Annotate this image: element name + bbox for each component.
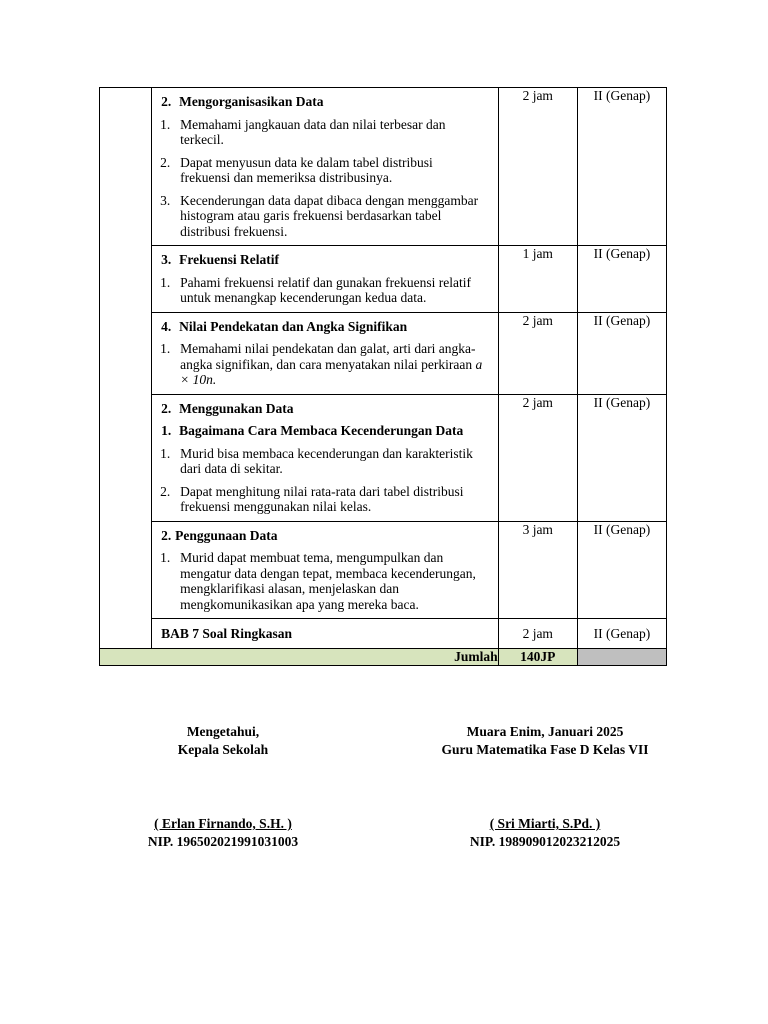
teacher-name: ( Sri Miarti, S.Pd. ): [489, 816, 601, 831]
table-row: [100, 246, 667, 313]
semester-cell: II (Genap): [577, 88, 666, 246]
list-item: 2. Dapat menghitung nilai rata-rata dari tabel distribusi frekuensi menggunakan nilai kelas.: [160, 483, 464, 514]
topic-heading: 2. Mengorganisasikan Data: [161, 94, 324, 109]
signature-left-block: [123, 723, 323, 759]
duration-cell: 1 jam: [498, 246, 577, 313]
principal-nip: NIP. 196502021991031003: [147, 834, 299, 849]
list-item: 1. Pahami frekuensi relatif dan gunakan frekuensi relatif untuk menangkap kecenderungan kedua data.: [160, 274, 471, 305]
topic-heading: BAB 7 Soal Ringkasan: [161, 626, 292, 641]
summary-row: [100, 648, 667, 665]
semester-cell: II (Genap): [577, 246, 666, 313]
semester-cell: II (Genap): [577, 619, 666, 649]
semester-cell: II (Genap): [577, 521, 666, 619]
list-item: 1. Murid bisa membaca kecenderungan dan karakteristik dari data di sekitar.: [160, 445, 473, 476]
duration-cell: 2 jam: [498, 619, 577, 649]
list-item: 1. Memahami nilai pendekatan dan galat, arti dari angka-angka signifikan, dan cara menyatakan nilai perkiraan a × 10n.: [160, 341, 483, 387]
topic-heading: 2. Menggunakan Data: [161, 400, 294, 416]
teacher-title: Guru Matematika Fase D Kelas VII: [441, 742, 649, 757]
acknowledged-label: Mengetahui,: [186, 724, 260, 739]
table-row: [100, 394, 667, 521]
teacher-nip: NIP. 198909012023212025: [469, 834, 621, 849]
summary-blank-cell: [577, 648, 666, 665]
duration-cell: 3 jam: [498, 521, 577, 619]
list-item: 1. Memahami jangkauan data dan nilai terbesar dan terkecil.: [160, 116, 446, 147]
topic-heading: 3. Frekuensi Relatif: [161, 252, 279, 267]
principal-title: Kepala Sekolah: [177, 742, 269, 757]
summary-total: 140JP: [498, 648, 577, 665]
list-item: 1. Murid dapat membuat tema, mengumpulkan dan mengatur data dengan tepat, membaca kecenderungan, mengklarifikasi alasan, menjelaskan dan mengkomunikasikan apa yang mereka baca.: [160, 550, 476, 612]
topic-subheading: 1. Bagaimana Cara Membaca Kecenderungan Data: [161, 423, 464, 438]
semester-cell: II (Genap): [577, 312, 666, 394]
table-row: [100, 312, 667, 394]
table-row: [100, 521, 667, 619]
list-item: 2. Dapat menyusun data ke dalam tabel distribusi frekuensi dan memeriksa distribusinya.: [160, 154, 433, 185]
table-row: [100, 619, 667, 649]
semester-cell: II (Genap): [577, 394, 666, 521]
topic-heading: 2. Penggunaan Data: [161, 527, 278, 543]
duration-cell: 2 jam: [498, 394, 577, 521]
summary-label: Jumlah: [100, 648, 499, 665]
formula: a × 10n.: [180, 356, 483, 387]
principal-name: ( Erlan Firnando, S.H. ): [154, 816, 292, 831]
signature-right-block: [415, 723, 675, 759]
duration-cell: 2 jam: [498, 88, 577, 246]
blank-cell: [100, 88, 152, 649]
topic-heading: 4. Nilai Pendekatan dan Angka Signifikan: [161, 318, 408, 334]
table-row: [100, 88, 667, 246]
duration-cell: 2 jam: [498, 312, 577, 394]
signature-right-name-block: [415, 815, 675, 851]
list-item: 3. Kecenderungan data dapat dibaca dengan menggambar histogram atau garis frekuensi berdasarkan tabel distribusi frekuensi.: [160, 192, 479, 239]
place-date: Muara Enim, Januari 2025: [466, 724, 624, 739]
curriculum-table: [99, 87, 667, 666]
signature-left-name-block: [123, 815, 323, 851]
